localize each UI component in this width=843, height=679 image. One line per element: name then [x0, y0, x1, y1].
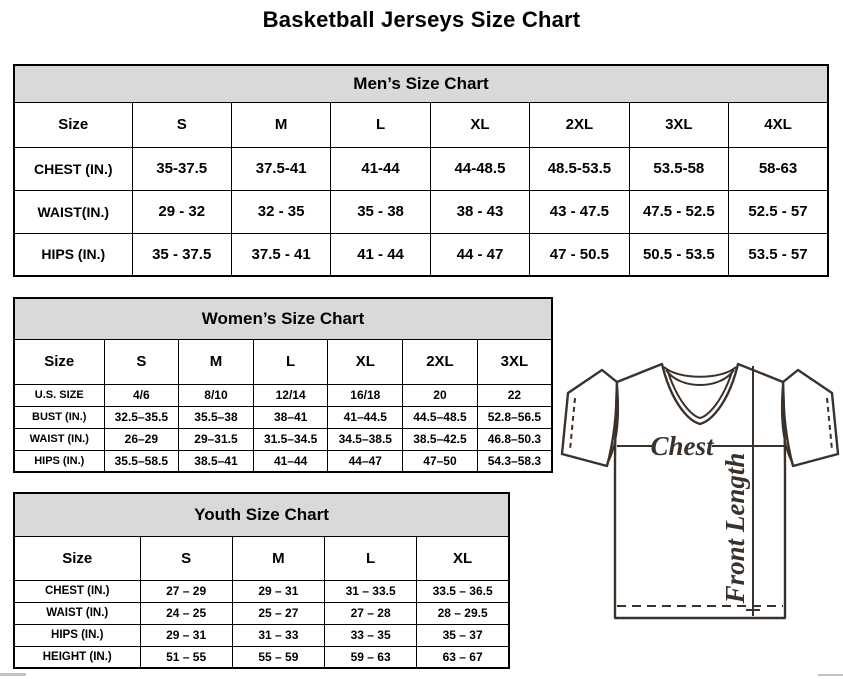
- size-cell: 44–47: [328, 450, 403, 472]
- size-cell: 35 – 37: [417, 624, 509, 646]
- size-cell: 29 – 31: [140, 624, 232, 646]
- size-cell: 43 - 47.5: [530, 190, 629, 233]
- column-header: Size: [14, 339, 104, 384]
- size-cell: 37.5 - 41: [231, 233, 330, 276]
- column-header: S: [104, 339, 179, 384]
- size-cell: 31.5–34.5: [253, 428, 328, 450]
- size-cell: 26–29: [104, 428, 179, 450]
- youth-size-table: [13, 492, 510, 669]
- jersey-diagram-svg: [560, 358, 842, 626]
- jersey-body: [615, 364, 785, 618]
- jersey-measurement-diagram: [560, 358, 842, 626]
- column-header: M: [232, 536, 324, 580]
- table-row: [14, 646, 509, 668]
- column-header: M: [179, 339, 254, 384]
- size-cell: 29 – 31: [232, 580, 324, 602]
- size-cell: 20: [403, 384, 478, 406]
- row-label: HIPS (IN.): [14, 233, 132, 276]
- size-header-row: [14, 102, 828, 147]
- table-title: Women’s Size Chart: [14, 298, 552, 339]
- size-cell: 22: [477, 384, 552, 406]
- size-cell: 16/18: [328, 384, 403, 406]
- size-cell: 4/6: [104, 384, 179, 406]
- size-cell: 32 - 35: [231, 190, 330, 233]
- table-title-row: [14, 493, 509, 536]
- table-row: [14, 624, 509, 646]
- column-header: 3XL: [477, 339, 552, 384]
- size-cell: 41 - 44: [331, 233, 430, 276]
- row-label: WAIST(IN.): [14, 190, 132, 233]
- table-row: [14, 147, 828, 190]
- size-cell: 48.5-53.5: [530, 147, 629, 190]
- size-cell: 59 – 63: [325, 646, 417, 668]
- column-header: XL: [430, 102, 529, 147]
- size-cell: 41-44: [331, 147, 430, 190]
- size-cell: 31 – 33: [232, 624, 324, 646]
- size-cell: 35.5–58.5: [104, 450, 179, 472]
- column-header: 3XL: [629, 102, 728, 147]
- table-row: [14, 233, 828, 276]
- chest-label: Chest: [650, 431, 714, 461]
- row-label: U.S. SIZE: [14, 384, 104, 406]
- womens-size-table: [13, 297, 553, 473]
- table-row: [14, 406, 552, 428]
- size-header-row: [14, 339, 552, 384]
- column-header: L: [253, 339, 328, 384]
- jersey-left-sleeve: [562, 370, 617, 466]
- column-header: 2XL: [530, 102, 629, 147]
- size-cell: 27 – 29: [140, 580, 232, 602]
- column-header: XL: [328, 339, 403, 384]
- size-cell: 29–31.5: [179, 428, 254, 450]
- row-label: CHEST (IN.): [14, 580, 140, 602]
- size-cell: 52.8–56.5: [477, 406, 552, 428]
- column-header: XL: [417, 536, 509, 580]
- size-cell: 34.5–38.5: [328, 428, 403, 450]
- size-cell: 31 – 33.5: [325, 580, 417, 602]
- row-label: BUST (IN.): [14, 406, 104, 428]
- front-length-label: Front Length: [720, 452, 750, 604]
- size-cell: 32.5–35.5: [104, 406, 179, 428]
- column-header: L: [325, 536, 417, 580]
- table-row: [14, 190, 828, 233]
- size-header-row: [14, 536, 509, 580]
- size-cell: 46.8–50.3: [477, 428, 552, 450]
- size-cell: 41–44: [253, 450, 328, 472]
- size-cell: 38.5–41: [179, 450, 254, 472]
- size-cell: 33.5 – 36.5: [417, 580, 509, 602]
- size-cell: 38–41: [253, 406, 328, 428]
- column-header: 2XL: [403, 339, 478, 384]
- size-cell: 41–44.5: [328, 406, 403, 428]
- size-cell: 35-37.5: [132, 147, 231, 190]
- row-label: WAIST (IN.): [14, 428, 104, 450]
- size-cell: 35 - 37.5: [132, 233, 231, 276]
- size-cell: 50.5 - 53.5: [629, 233, 728, 276]
- size-cell: 29 - 32: [132, 190, 231, 233]
- size-cell: 27 – 28: [325, 602, 417, 624]
- size-cell: 44 - 47: [430, 233, 529, 276]
- column-header: L: [331, 102, 430, 147]
- table-title-row: [14, 298, 552, 339]
- size-cell: 44.5–48.5: [403, 406, 478, 428]
- size-cell: 12/14: [253, 384, 328, 406]
- table-row: [14, 580, 509, 602]
- size-cell: 47 - 50.5: [530, 233, 629, 276]
- table-row: [14, 602, 509, 624]
- size-cell: 47–50: [403, 450, 478, 472]
- size-cell: 33 – 35: [325, 624, 417, 646]
- edge-artifact-left: [0, 673, 26, 676]
- size-cell: 58-63: [729, 147, 828, 190]
- row-label: HEIGHT (IN.): [14, 646, 140, 668]
- table-row: [14, 450, 552, 472]
- size-cell: 25 – 27: [232, 602, 324, 624]
- table-title: Youth Size Chart: [14, 493, 509, 536]
- size-cell: 38 - 43: [430, 190, 529, 233]
- size-cell: 38.5–42.5: [403, 428, 478, 450]
- size-cell: 44-48.5: [430, 147, 529, 190]
- table-row: [14, 428, 552, 450]
- size-cell: 55 – 59: [232, 646, 324, 668]
- column-header: S: [140, 536, 232, 580]
- table-row: [14, 384, 552, 406]
- size-cell: 8/10: [179, 384, 254, 406]
- mens-size-table: [13, 64, 829, 277]
- size-cell: 52.5 - 57: [729, 190, 828, 233]
- size-cell: 35 - 38: [331, 190, 430, 233]
- size-cell: 63 – 67: [417, 646, 509, 668]
- size-cell: 53.5-58: [629, 147, 728, 190]
- collar-back-curve: [664, 367, 736, 377]
- size-cell: 37.5-41: [231, 147, 330, 190]
- table-title-row: [14, 65, 828, 102]
- column-header: M: [231, 102, 330, 147]
- size-cell: 54.3–58.3: [477, 450, 552, 472]
- size-cell: 28 – 29.5: [417, 602, 509, 624]
- column-header: S: [132, 102, 231, 147]
- column-header: Size: [14, 536, 140, 580]
- size-cell: 24 – 25: [140, 602, 232, 624]
- size-cell: 53.5 - 57: [729, 233, 828, 276]
- table-title: Men’s Size Chart: [14, 65, 828, 102]
- size-cell: 51 – 55: [140, 646, 232, 668]
- column-header: 4XL: [729, 102, 828, 147]
- row-label: CHEST (IN.): [14, 147, 132, 190]
- column-header: Size: [14, 102, 132, 147]
- page-title: Basketball Jerseys Size Chart: [262, 7, 581, 32]
- size-cell: 47.5 - 52.5: [629, 190, 728, 233]
- row-label: HIPS (IN.): [14, 624, 140, 646]
- row-label: WAIST (IN.): [14, 602, 140, 624]
- edge-artifact-right: [818, 674, 843, 676]
- row-label: HIPS (IN.): [14, 450, 104, 472]
- size-cell: 35.5–38: [179, 406, 254, 428]
